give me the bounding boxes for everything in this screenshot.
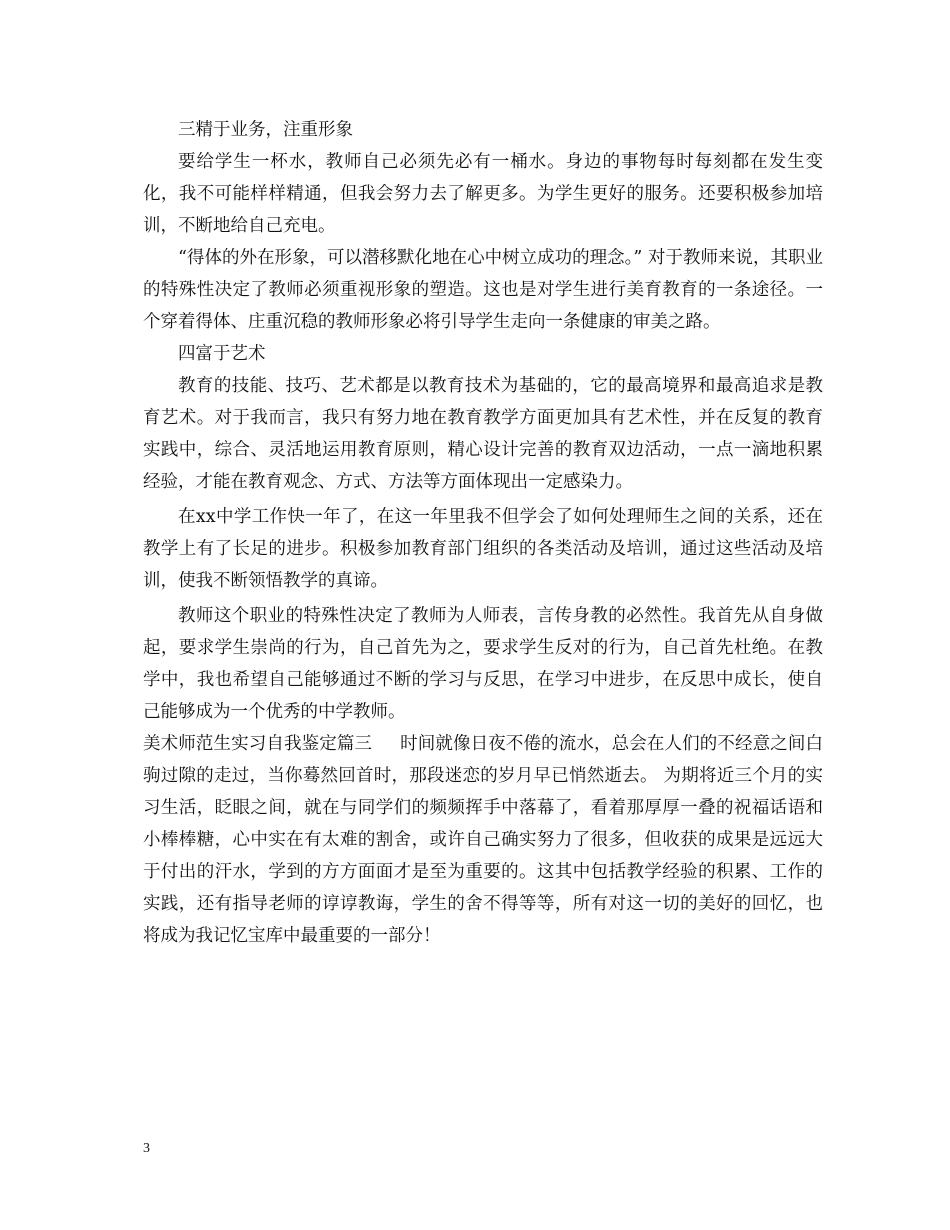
- body-text: [143, 114, 823, 952]
- paragraph: “得体的外在形象，可以潜移默化地在心中树立成功的理念。” 对于教师来说，其职业的特殊性决定了教师必须重视形象的塑造。这也是对学生进行美育教育的一条途径。一个穿着得体、庄重沉稳的教师形象必将引导学生走向一条健康的审美之路。: [143, 248, 823, 332]
- paragraph: 教育的技能、技巧、艺术都是以教育技术为基础的，它的最高境界和最高追求是教育艺术。对于我而言，我只有努力地在教育教学方面更加具有艺术性，并在反复的教育实践中，综合、灵活地运用教育原则，精心设计完善的教育双边活动，一点一滴地积累经验，才能在教育观念、方式、方法等方面体现出一定感染力。: [143, 376, 823, 492]
- section-title: 美术师范生实习自我鉴定篇三: [143, 734, 373, 754]
- heading-three: 三精于业务，注重形象: [178, 120, 353, 140]
- paragraph: 要给学生一杯水，教师自己必须先必有一桶水。身边的事物每时每刻都在发生变化，我不可能样样精通，但我会努力去了解更多。为学生更好的服务。还要积极参加培训，不断地给自己充电。: [143, 152, 823, 236]
- page-number: 3: [143, 1141, 150, 1156]
- paragraph: 在xx中学工作快一年了，在这一年里我不但学会了如何处理师生之间的关系，还在教学上有了长足的进步。积极参加教育部门组织的各类活动及培训，通过这些活动及培训，使我不断领悟教学的真谛。: [143, 507, 823, 591]
- paragraph: 教师这个职业的特殊性决定了教师为人师表，言传身教的必然性。我首先从自身做起，要求学生崇尚的行为，自己首先为之，要求学生反对的行为，自己首先杜绝。在教学中，我也希望自己能够通过不断的学习与反思，在学习中进步，在反思中成长，使自己能够成为一个优秀的中学教师。: [143, 606, 823, 722]
- heading-four: 四富于艺术: [178, 344, 266, 364]
- section-text: 时间就像日夜不倦的流水，总会在人们的不经意之间白驹过隙的走过，当你蓦然回首时，那段迷恋的岁月早已悄然逝去。 为期将近三个月的实习生活，眨眼之间，就在与同学们的频频挥手中落幕了，看着那厚厚一叠的祝福话语和小棒棒糖，心中实在有太难的割舍，或许自己确实努力了很多，但收获的成果是远远大于付出的汗水，学到的方方面面才是至为重要的。这其中包括教学经验的积累、工作的实践，还有指导老师的谆谆教诲，学生的舍不得等等，所有对这一切的美好的回忆，也将成为我记忆宝库中最重要的一部分！: [143, 734, 823, 946]
- section-paragraph: [143, 728, 823, 952]
